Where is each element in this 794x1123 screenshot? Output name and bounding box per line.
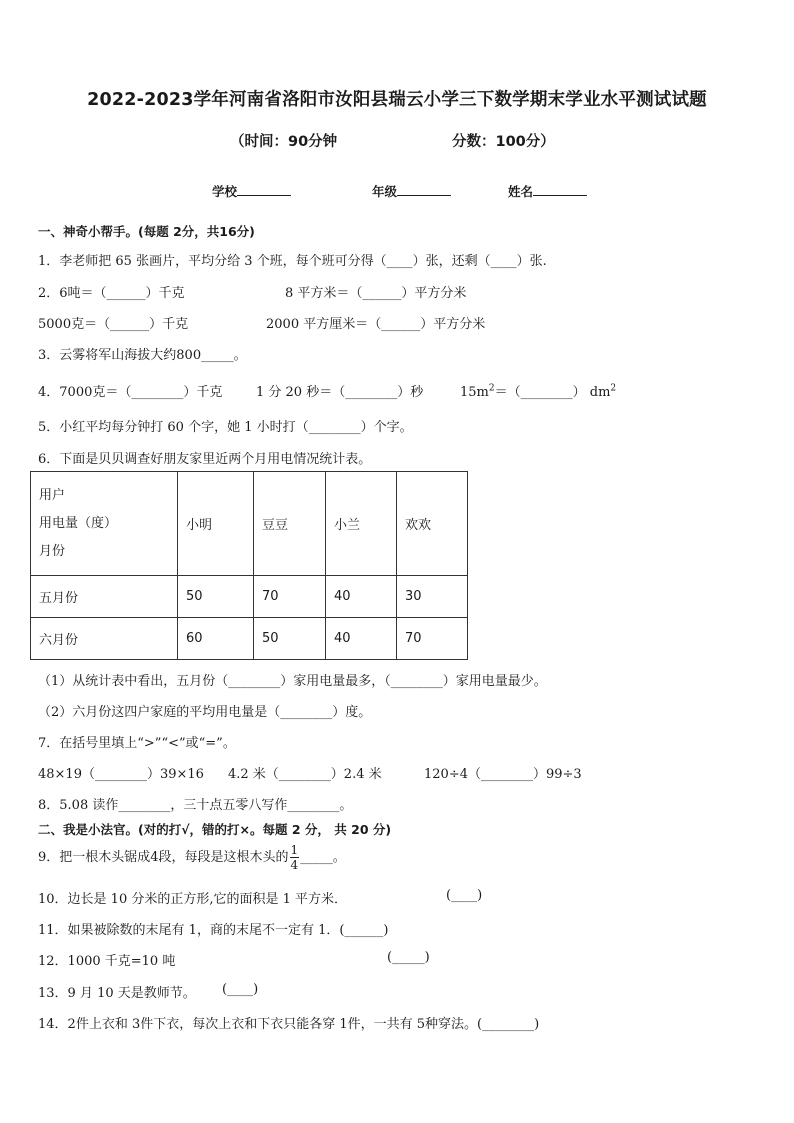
name-blank[interactable] xyxy=(533,183,587,196)
table-row xyxy=(31,576,468,618)
exam-score: 分数：100分） xyxy=(452,134,555,150)
grade-label: 年级 xyxy=(372,184,398,199)
question-6-1: （1）从统计表中看出，五月份（________）家用电量最多，（________）家用电量最少。 xyxy=(38,674,547,689)
question-2b: 8 平方米＝（______）平方分米 xyxy=(285,286,467,301)
corner-usage: 用电量（度） xyxy=(39,515,118,531)
school-blank[interactable] xyxy=(237,183,291,196)
table-cell: 70 xyxy=(397,618,468,660)
question-7c: 120÷4（________）99÷3 xyxy=(424,767,582,782)
exam-title: 2022-2023学年河南省洛阳市汝阳县瑞云小学三下数学期末学业水平测试试题 xyxy=(87,90,707,110)
section2-title: 二、我是小法官。(对的打√，错的打×。每题 2 分， 共 20 分) xyxy=(38,822,392,837)
question-2a: 2．6吨＝（______）千克 xyxy=(38,286,185,301)
question-13: 13．9 月 10 天是教师节。 xyxy=(38,986,196,1001)
row-label: 五月份 xyxy=(31,576,178,618)
question-7: 7．在括号里填上“>”“<”或“=”。 xyxy=(38,736,236,751)
q4c-pre: 15m xyxy=(460,385,489,400)
q9-post: _____。 xyxy=(300,850,346,865)
question-7b: 4.2 米（________）2.4 米 xyxy=(228,767,382,782)
question-1: 1．李老师把 65 张画片，平均分给 3 个班，每个班可分得（____）张，还剩（____）张. xyxy=(38,254,547,269)
table-cell: 30 xyxy=(397,576,468,618)
school-field xyxy=(212,182,291,200)
col-header: 小兰 xyxy=(326,472,397,576)
table-cell: 50 xyxy=(254,618,326,660)
question-10: 10．边长是 10 分米的正方形,它的面积是 1 平方米． xyxy=(38,892,348,907)
exam-time: （时间：90分钟 xyxy=(230,134,338,150)
question-11: 11．如果被除数的末尾有 1，商的末尾不一定有 1．(______) xyxy=(38,923,389,938)
col-header: 欢欢 xyxy=(397,472,468,576)
table-row xyxy=(31,618,468,660)
section1-title: 一、神奇小帮手。(每题 2分，共16分) xyxy=(38,224,255,239)
table-cell: 40 xyxy=(326,618,397,660)
question-9 xyxy=(38,843,346,872)
table-cell: 60 xyxy=(178,618,254,660)
school-label: 学校 xyxy=(212,184,238,199)
one-quarter-fraction: $\frac{1}{4}$ xyxy=(290,843,299,872)
corner-month: 月份 xyxy=(39,543,66,559)
q4c-sup2: 2 xyxy=(610,383,617,394)
row-label: 六月份 xyxy=(31,618,178,660)
question-3: 3．云雾将军山海拔大约800_____。 xyxy=(38,348,247,363)
col-header: 豆豆 xyxy=(254,472,326,576)
corner-user: 用户 xyxy=(39,487,66,503)
question-4a: 4．7000克＝（________）千克 xyxy=(38,385,223,400)
question-6: 6．下面是贝贝调查好朋友家里近两个月用电情况统计表。 xyxy=(38,452,372,467)
question-10-blank[interactable]: (____) xyxy=(446,888,483,903)
question-6-2: （2）六月份这四户家庭的平均用电量是（________）度。 xyxy=(38,705,372,720)
table-corner-cell xyxy=(31,472,178,576)
name-field xyxy=(508,182,587,200)
table-cell: 50 xyxy=(178,576,254,618)
question-2d: 2000 平方厘米＝（______）平方分米 xyxy=(266,317,486,332)
q9-pre: 9．把一根木头锯成4段，每段是这根木头的 xyxy=(38,850,289,865)
electricity-table xyxy=(30,471,468,660)
question-8: 8．5.08 读作________，三十点五零八写作________。 xyxy=(38,798,353,813)
question-2c: 5000克＝（______）千克 xyxy=(38,317,189,332)
grade-blank[interactable] xyxy=(397,183,451,196)
question-12: 12．1000 千克=10 吨 xyxy=(38,954,176,969)
grade-field xyxy=(372,182,451,200)
col-header: 小明 xyxy=(178,472,254,576)
question-4c xyxy=(460,381,616,400)
question-14: 14．2件上衣和 3件下衣，每次上衣和下衣只能各穿 1件，一共有 5种穿法。(________) xyxy=(38,1017,540,1032)
question-5: 5．小红平均每分钟打 60 个字，她 1 小时打（________）个字。 xyxy=(38,420,413,435)
q4c-mid: ＝（________） dm xyxy=(494,385,611,400)
q4c-sup: 2 xyxy=(488,383,495,394)
table-header-row xyxy=(31,472,468,576)
question-4b: 1 分 20 秒＝（________）秒 xyxy=(256,385,424,400)
question-12-blank[interactable]: (_____) xyxy=(387,950,430,965)
name-label: 姓名 xyxy=(508,184,534,199)
question-7a: 48×19（________）39×16 xyxy=(38,767,204,782)
table-cell: 70 xyxy=(254,576,326,618)
table-cell: 40 xyxy=(326,576,397,618)
question-13-blank[interactable]: (____) xyxy=(222,982,259,997)
